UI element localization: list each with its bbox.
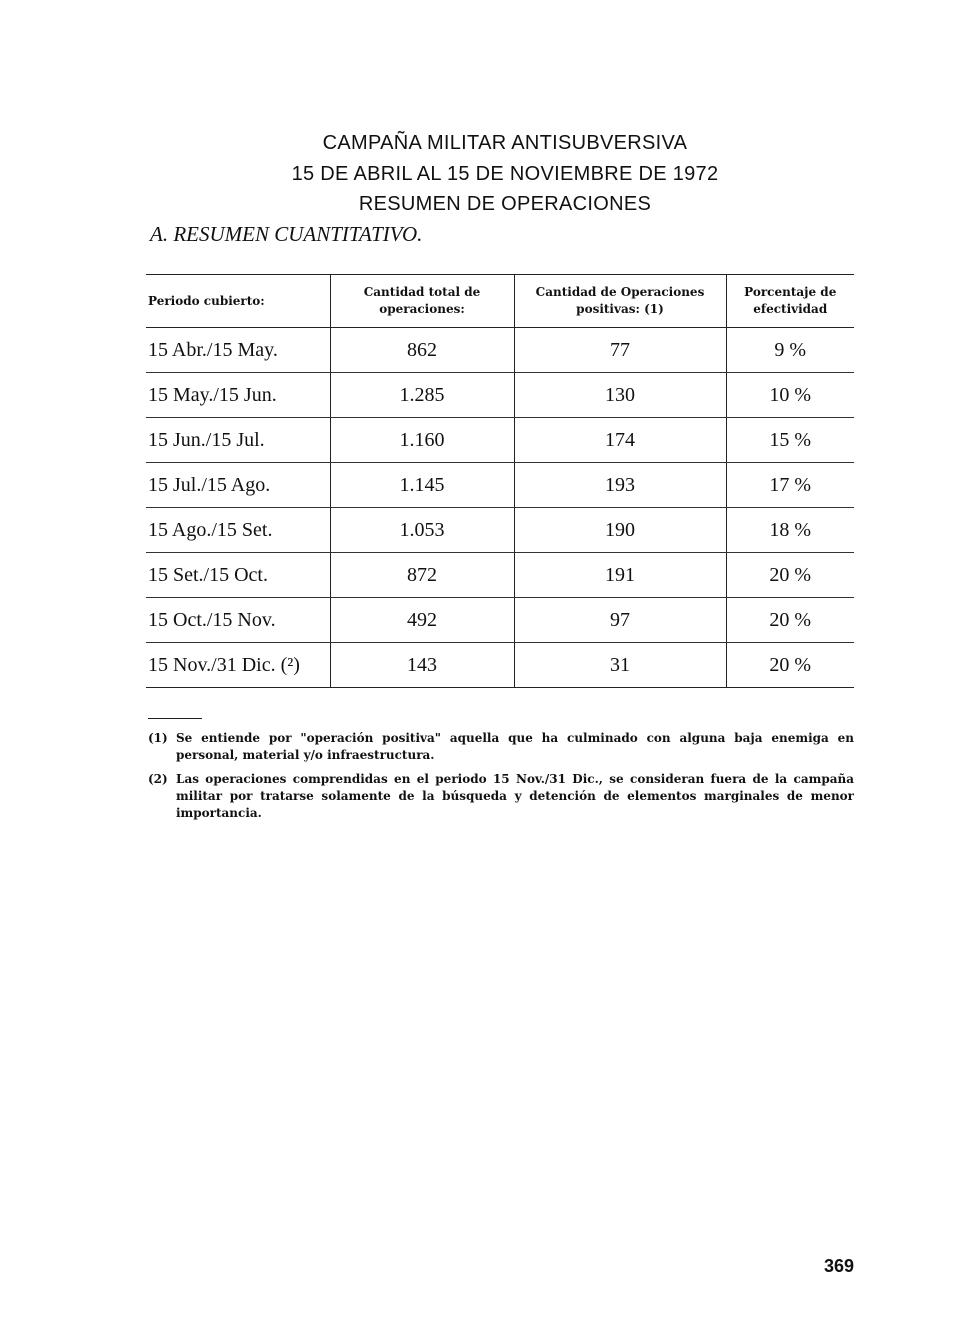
cell-total: 1.145 [330,463,514,508]
cell-percent: 20 % [726,598,854,643]
cell-positive: 174 [514,418,726,463]
operations-table [146,274,854,688]
footnote-marker: (1) [148,731,168,745]
cell-period: 15 Jun./15 Jul. [146,418,330,463]
footnote-divider [148,718,202,719]
cell-percent: 9 % [726,328,854,373]
table-row [146,643,854,688]
cell-total: 872 [330,553,514,598]
cell-positive: 190 [514,508,726,553]
cell-total: 492 [330,598,514,643]
cell-percent: 15 % [726,418,854,463]
cell-total: 1.053 [330,508,514,553]
table-header-row [146,275,854,328]
table-row [146,553,854,598]
table-row [146,373,854,418]
title-line-3: RESUMEN DE OPERACIONES [358,193,652,215]
cell-total: 862 [330,328,514,373]
footnote-text: Se entiende por "operación positiva" aquella que ha culminado con alguna baja enemiga en personal, material y/o infraestructura. [176,731,854,762]
cell-positive: 193 [514,463,726,508]
cell-percent: 17 % [726,463,854,508]
cell-total: 1.160 [330,418,514,463]
cell-positive: 77 [514,328,726,373]
cell-total: 143 [330,643,514,688]
footnote-marker: (2) [148,772,168,786]
footnote-1 [148,730,854,764]
cell-positive: 130 [514,373,726,418]
cell-percent: 10 % [726,373,854,418]
cell-period: 15 May./15 Jun. [146,373,330,418]
title-line-1: CAMPAÑA MILITAR ANTISUBVERSIVA [322,132,688,154]
table-row [146,598,854,643]
cell-positive: 191 [514,553,726,598]
cell-period: 15 Jul./15 Ago. [146,463,330,508]
footnote-2 [148,771,854,822]
table-row [146,418,854,463]
header-positive: Cantidad de Operaciones positivas: (1) [514,275,726,328]
table-row [146,328,854,373]
cell-percent: 20 % [726,553,854,598]
cell-percent: 20 % [726,643,854,688]
cell-period: 15 Set./15 Oct. [146,553,330,598]
header-total: Cantidad total de operaciones: [330,275,514,328]
header-period: Periodo cubierto: [146,275,330,328]
cell-positive: 97 [514,598,726,643]
section-heading: A. RESUMEN CUANTITATIVO. [150,222,423,246]
cell-period: 15 Ago./15 Set. [146,508,330,553]
cell-period: 15 Nov./31 Dic. (²) [146,643,330,688]
cell-period: 15 Oct./15 Nov. [146,598,330,643]
table-row [146,463,854,508]
header-percent: Porcentaje de efectividad [726,275,854,328]
table-row [146,508,854,553]
cell-total: 1.285 [330,373,514,418]
title-line-2: 15 DE ABRIL AL 15 DE NOVIEMBRE DE 1972 [291,163,719,185]
cell-percent: 18 % [726,508,854,553]
footnote-text: Las operaciones comprendidas en el periodo 15 Nov./31 Dic., se consideran fuera de la campaña militar por tratarse solamente de la búsqueda y detención de elementos marginales de menor importancia. [176,772,854,820]
cell-period: 15 Abr./15 May. [146,328,330,373]
cell-positive: 31 [514,643,726,688]
page-number: 369 [823,1256,854,1276]
